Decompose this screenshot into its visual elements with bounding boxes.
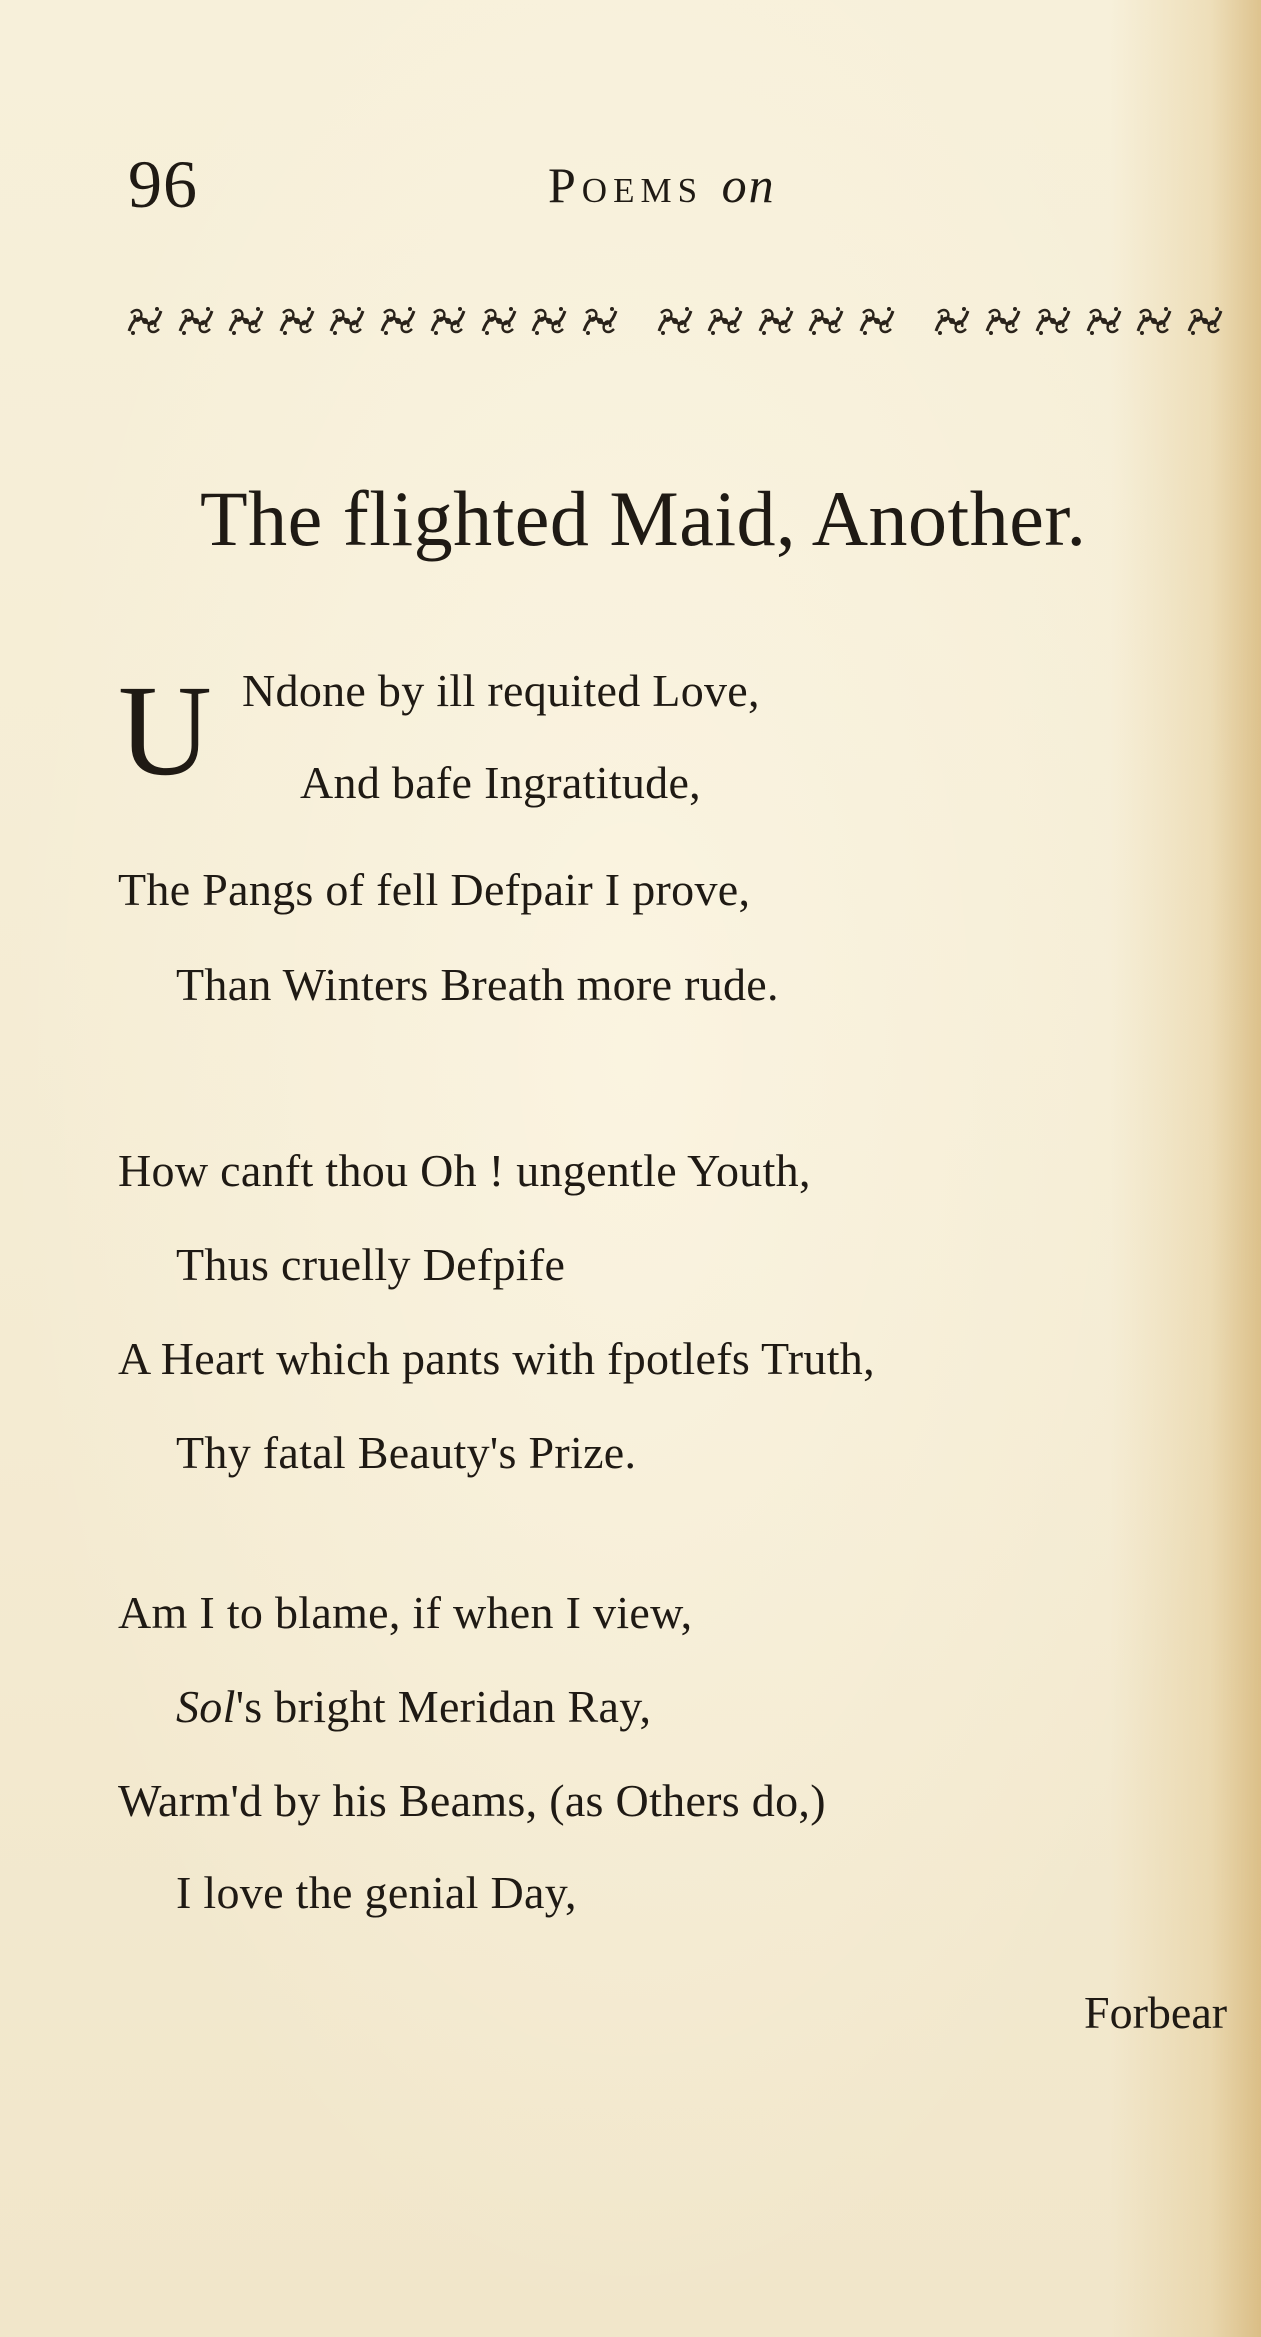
verse-rest: 's bright Meridan Ray,: [235, 1681, 652, 1732]
ornament-gap: [630, 301, 644, 341]
page-number: 96: [128, 146, 198, 222]
verse-line: Thus cruelly Defpife: [176, 1239, 566, 1290]
verse-italic: Sol: [176, 1681, 236, 1732]
running-head-main: Poems: [548, 157, 704, 213]
floral-ornament-icon: [327, 301, 367, 341]
floral-ornament-icon: [705, 301, 745, 341]
verse-line: Thy fatal Beauty's Prize.: [176, 1427, 637, 1478]
verse-line: Am I to blame, if when I view,: [118, 1587, 693, 1638]
verse-line: I love the genial Day,: [176, 1867, 577, 1918]
floral-ornament-icon: [1185, 301, 1225, 341]
running-head: [548, 157, 776, 213]
floral-ornament-icon: [226, 301, 266, 341]
verse-line: And bafe Ingratitude,: [300, 757, 701, 808]
floral-ornament-icon: [1134, 301, 1174, 341]
floral-ornament-icon: [428, 301, 468, 341]
floral-ornament-icon: [1084, 301, 1124, 341]
verse-line: Ndone by ill requited Love,: [242, 665, 760, 716]
floral-ornament-icon: [125, 301, 165, 341]
verse-line: How canft thou Oh ! ungentle Youth,: [118, 1145, 811, 1196]
floral-ornament-icon: [983, 301, 1023, 341]
floral-ornament-icon: [756, 301, 796, 341]
verse-line: Than Winters Breath more rude.: [176, 959, 779, 1010]
floral-ornament-icon: [277, 301, 317, 341]
verse-line: A Heart which pants with fpotlefs Truth,: [118, 1333, 875, 1384]
floral-ornament-icon: [806, 301, 846, 341]
catchword: Forbear: [1084, 1987, 1228, 2038]
running-head-suffix: on: [721, 157, 776, 213]
verse-line: Warm'd by his Beams, (as Others do,): [118, 1775, 826, 1826]
ornament-bar: [125, 300, 1225, 342]
verse-line: The Pangs of fell Defpair I prove,: [118, 864, 751, 915]
floral-ornament-icon: [176, 301, 216, 341]
floral-ornament-icon: [1033, 301, 1073, 341]
floral-ornament-icon: [580, 301, 620, 341]
drop-cap: U: [118, 659, 212, 803]
floral-ornament-icon: [378, 301, 418, 341]
floral-ornament-icon: [655, 301, 695, 341]
poem-title: The flighted Maid, Another.: [200, 475, 1087, 562]
floral-ornament-icon: [932, 301, 972, 341]
floral-ornament-icon: [479, 301, 519, 341]
floral-ornament-icon: [529, 301, 569, 341]
verse-line: [176, 1681, 652, 1732]
ornament-gap: [908, 301, 922, 341]
floral-ornament-icon: [857, 301, 897, 341]
